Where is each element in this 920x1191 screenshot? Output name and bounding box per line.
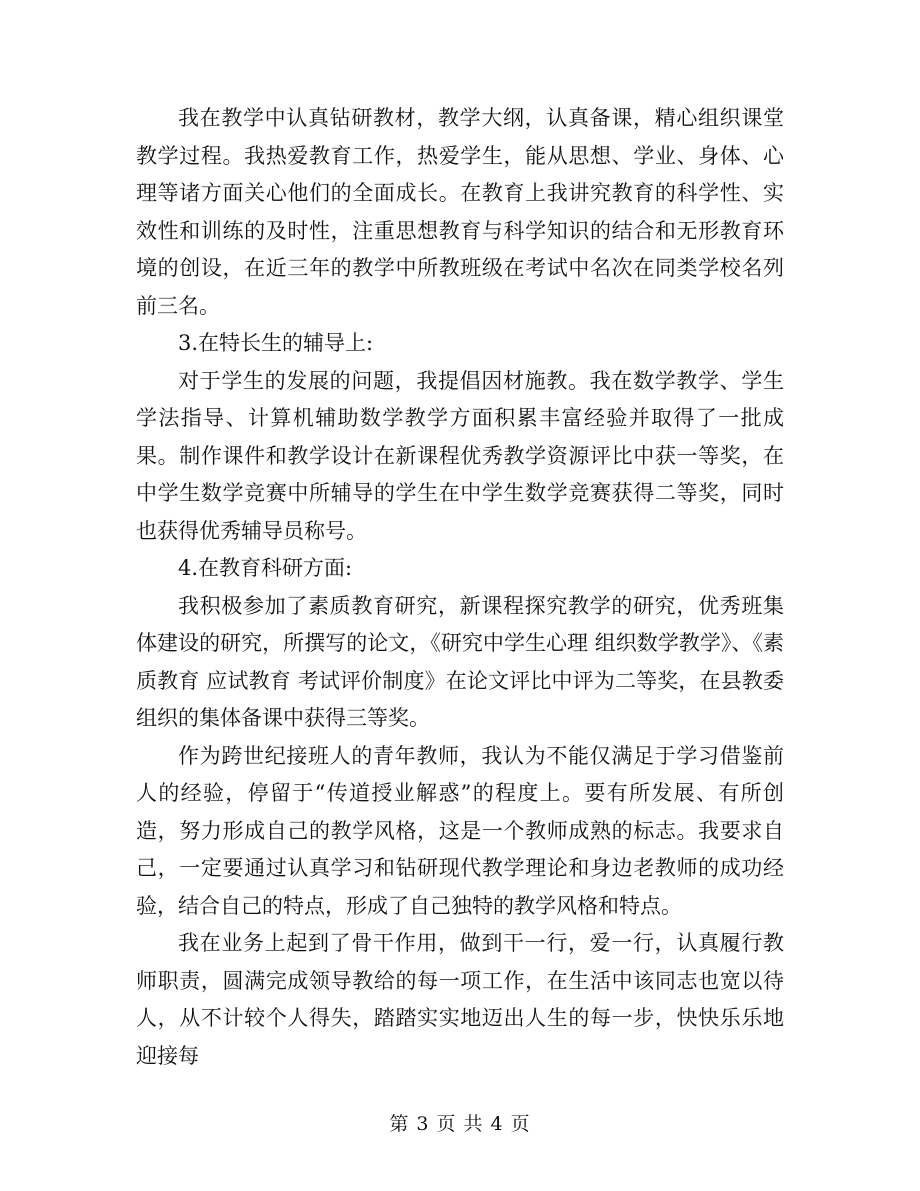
document-body — [136, 100, 784, 1075]
paragraph-research: 我积极参加了素质教育研究，新课程探究教学的研究，优秀班集体建设的研究，所撰写的论文，《研究中学生心理 组织数学教学》、《素质教育 应试教育 考试评价制度》在论文评比中评为二等奖，在县教委组织的集体备课中获得三等奖。 — [136, 593, 784, 730]
section-heading-specialty-tutoring: 3.在特长生的辅导上: — [178, 331, 374, 355]
paragraph-specialty-tutoring: 对于学生的发展的问题，我提倡因材施教。我在数学教学、学生学法指导、计算机辅助数学教学方面积累丰富经验并取得了一批成果。制作课件和教学设计在新课程优秀教学资源评比中获一等奖，在中学生数学竞赛中所辅导的学生在中学生数学竞赛获得二等奖，同时也获得优秀辅导员称号。 — [136, 368, 784, 543]
paragraph-teaching-style: 作为跨世纪接班人的青年教师，我认为不能仅满足于学习借鉴前人的经验，停留于“传道授业解惑”的程度上。要有所发展、有所创造，努力形成自己的教学风格，这是一个教师成熟的标志。我要求自己，一定要通过认真学习和钻研现代教学理论和身边老教师的成功经验，结合自己的特点，形成了自己独特的教学风格和特点。 — [136, 743, 784, 918]
paragraph-professional-conduct: 我在业务上起到了骨干作用，做到干一行，爱一行，认真履行教师职责，圆满完成领导教给的每一项工作，在生活中该同志也宽以待人，从不计较个人得失，踏踏实实地迈出人生的每一步，快快乐乐地迎接每 — [136, 931, 784, 1068]
section-heading-research: 4.在教育科研方面: — [178, 556, 353, 580]
paragraph-teaching-practice: 我在教学中认真钻研教材，教学大纲，认真备课，精心组织课堂教学过程。我热爱教育工作，热爱学生，能从思想、学业、身体、心理等诸方面关心他们的全面成长。在教育上我讲究教育的科学性、实效性和训练的及时性，注重思想教育与科学知识的结合和无形教育环境的创设，在近三年的教学中所教班级在考试中名次在同类学校名列前三名。 — [136, 106, 784, 318]
page-number-footer: 第 3 页 共 4 页 — [389, 1113, 531, 1135]
